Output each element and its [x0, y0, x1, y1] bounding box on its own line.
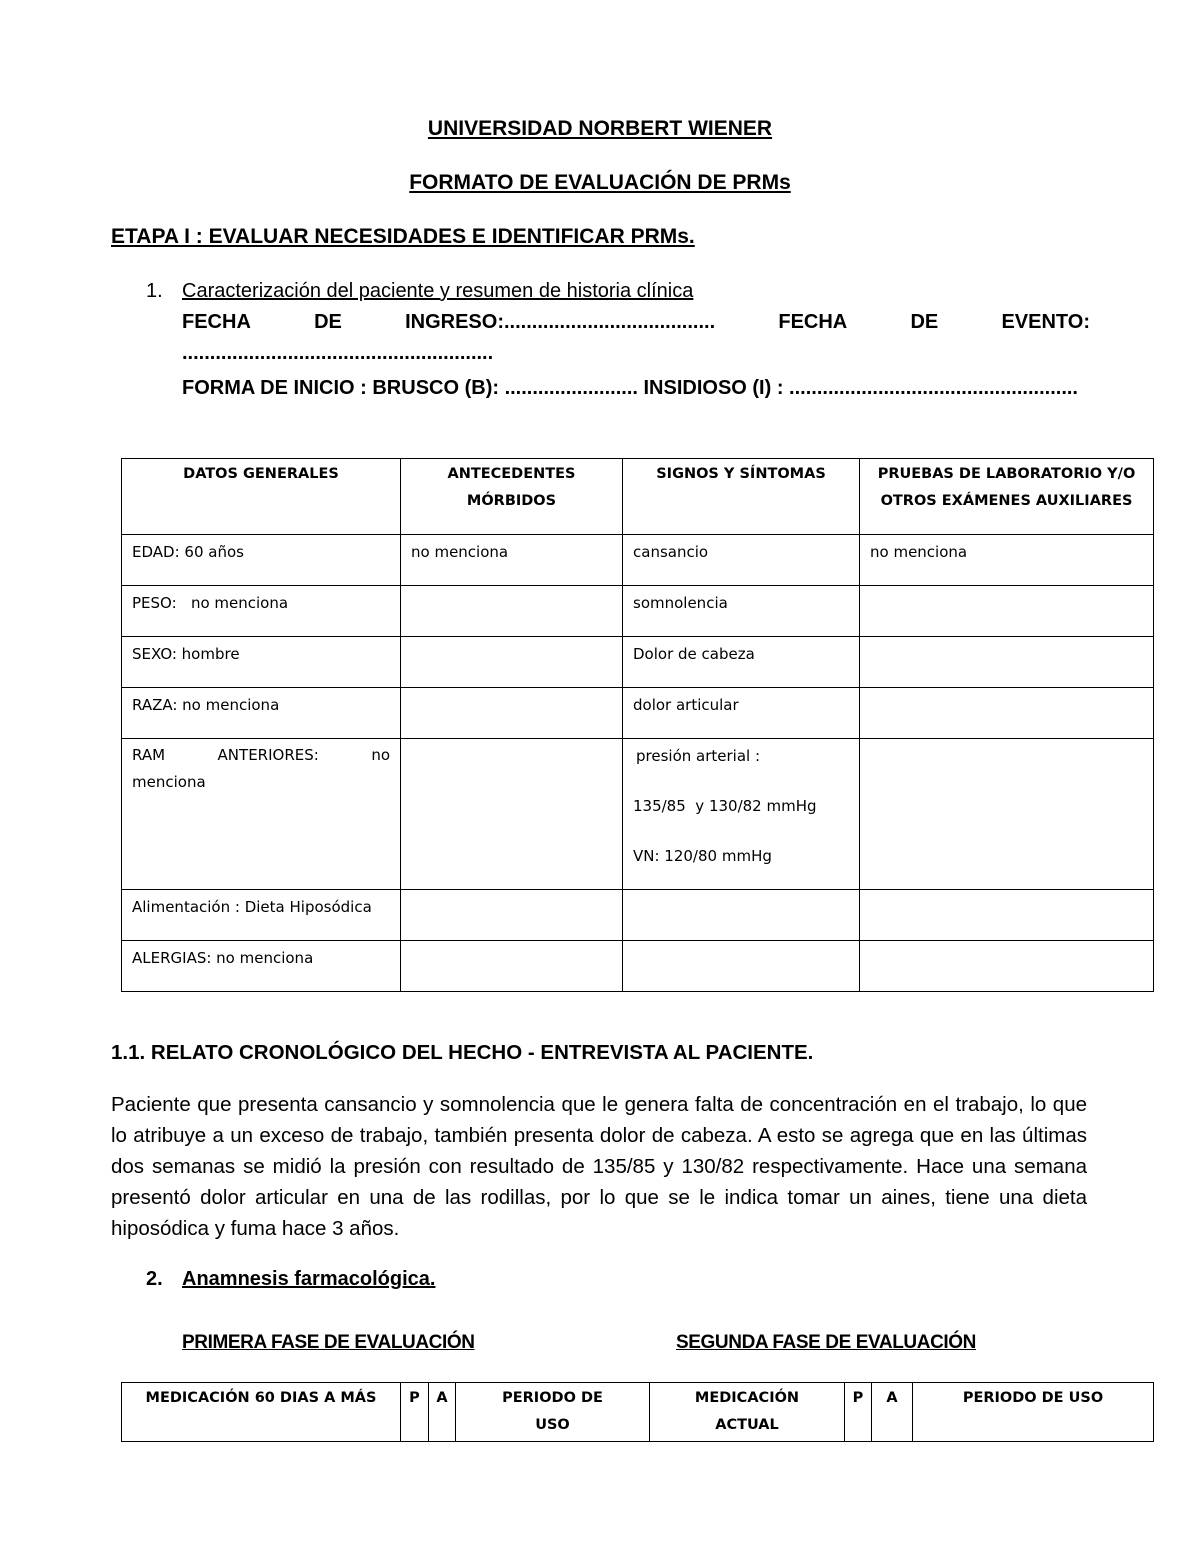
- cell-antecedentes-4: [401, 688, 623, 739]
- fecha-line: [182, 311, 1090, 334]
- evento-label: EVENTO:: [1001, 311, 1090, 333]
- header-a-1: A: [429, 1383, 456, 1442]
- section11-title: 1.1. RELATO CRONOLÓGICO DEL HECHO - ENTREVISTA AL PACIENTE.: [111, 1041, 814, 1064]
- cell-alimentacion: Alimentación : Dieta Hiposódica: [122, 890, 401, 941]
- table-row: [122, 688, 1154, 739]
- stage-title: ETAPA I : EVALUAR NECESIDADES E IDENTIFICAR PRMs.: [111, 225, 695, 248]
- cell-signos-4: dolor articular: [623, 688, 860, 739]
- section2-number: 2.: [146, 1268, 163, 1290]
- header-medicacion-60: MEDICACIÓN 60 DIAS A MÁS: [122, 1383, 401, 1442]
- presion-label: presión arterial :: [636, 747, 761, 765]
- phase2-title: SEGUNDA FASE DE EVALUACIÓN: [676, 1332, 976, 1353]
- section1-number: 1.: [146, 280, 163, 302]
- table-row: [122, 941, 1154, 992]
- header-signos: SIGNOS Y SÍNTOMAS: [623, 459, 860, 535]
- ram-word-3: no: [371, 746, 390, 764]
- header-a-2: A: [872, 1383, 913, 1442]
- section1-title: Caracterización del paciente y resumen de historia clínica: [182, 280, 694, 302]
- cell-pruebas-4: [860, 688, 1154, 739]
- chronological-paragraph: Paciente que presenta cansancio y somnolencia que le genera falta de concentración en el trabajo, lo que lo atribuye a un exceso de trabajo, también presenta dolor de cabeza. A esto se agrega que en las últimas dos semanas se midió la presión con resultado de 135/85 y 130/82 respectivamente. Hace una semana presentó dolor articular en una de las rodillas, por lo que se le indica tomar un aines, tiene una dieta hiposódica y fuma hace 3 años.: [111, 1093, 1087, 1240]
- cell-sexo: SEXO: hombre: [122, 637, 401, 688]
- fecha-label: FECHA: [182, 311, 251, 333]
- table-header-row: [122, 459, 1154, 535]
- section2-title: Anamnesis farmacológica.: [182, 1268, 436, 1290]
- presion-values: 135/85 y 130/82 mmHg: [633, 797, 817, 815]
- cell-antecedentes-7: [401, 941, 623, 992]
- cell-antecedentes-1: no menciona: [401, 535, 623, 586]
- cell-edad: EDAD: 60 años: [122, 535, 401, 586]
- fecha2-label: FECHA: [778, 311, 848, 333]
- header-medicacion-actual: MEDICACIÓN ACTUAL: [650, 1383, 845, 1442]
- cell-signos-6: [623, 890, 860, 941]
- medication-table: [121, 1382, 1154, 1442]
- cell-raza: RAZA: no menciona: [122, 688, 401, 739]
- cell-peso: PESO: no menciona: [122, 586, 401, 637]
- cell-antecedentes-3: [401, 637, 623, 688]
- cell-signos-2: somnolencia: [623, 586, 860, 637]
- cell-antecedentes-2: [401, 586, 623, 637]
- table-row: [122, 586, 1154, 637]
- cell-signos-3: Dolor de cabeza: [623, 637, 860, 688]
- de2-label: DE: [910, 311, 939, 333]
- cell-presion: [623, 739, 860, 890]
- table-row: [122, 890, 1154, 941]
- evento-dots: ........................................................: [182, 342, 494, 364]
- de-label: DE: [314, 311, 342, 333]
- forma-inicio-line: FORMA DE INICIO : BRUSCO (B): ........................ INSIDIOSO (I) : ....................................................: [182, 377, 1078, 399]
- cell-pruebas-2: [860, 586, 1154, 637]
- patient-data-table: [121, 458, 1154, 992]
- table-row: [122, 739, 1154, 890]
- cell-antecedentes-5: [401, 739, 623, 890]
- ram-word-4: menciona: [132, 773, 206, 791]
- medication-header-row: [122, 1383, 1154, 1442]
- cell-pruebas-5: [860, 739, 1154, 890]
- header-p-2: P: [845, 1383, 872, 1442]
- header-antecedentes: ANTECEDENTES MÓRBIDOS: [401, 459, 623, 535]
- phase1-title: PRIMERA FASE DE EVALUACIÓN: [182, 1332, 475, 1353]
- ingreso-field: INGRESO:......................................: [405, 311, 716, 333]
- cell-ram: [122, 739, 401, 890]
- cell-signos-7: [623, 941, 860, 992]
- header-pruebas: PRUEBAS DE LABORATORIO Y/O OTROS EXÁMENES AUXILIARES: [860, 459, 1154, 535]
- header-datos-generales: DATOS GENERALES: [122, 459, 401, 535]
- header-periodo-1: PERIODO DE USO: [456, 1383, 650, 1442]
- cell-pruebas-6: [860, 890, 1154, 941]
- cell-pruebas-3: [860, 637, 1154, 688]
- form-title: FORMATO DE EVALUACIÓN DE PRMs: [409, 171, 791, 194]
- cell-signos-1: cansancio: [623, 535, 860, 586]
- table-row: [122, 637, 1154, 688]
- ram-word-2: ANTERIORES:: [217, 746, 319, 764]
- header-periodo-2: PERIODO DE USO: [913, 1383, 1154, 1442]
- cell-alergias: ALERGIAS: no menciona: [122, 941, 401, 992]
- header-p-1: P: [401, 1383, 429, 1442]
- table-row: [122, 535, 1154, 586]
- presion-vn: VN: 120/80 mmHg: [633, 847, 772, 865]
- university-title: UNIVERSIDAD NORBERT WIENER: [427, 117, 773, 140]
- cell-pruebas-1: no menciona: [860, 535, 1154, 586]
- ram-word-1: RAM: [132, 746, 166, 764]
- cell-antecedentes-6: [401, 890, 623, 941]
- cell-pruebas-7: [860, 941, 1154, 992]
